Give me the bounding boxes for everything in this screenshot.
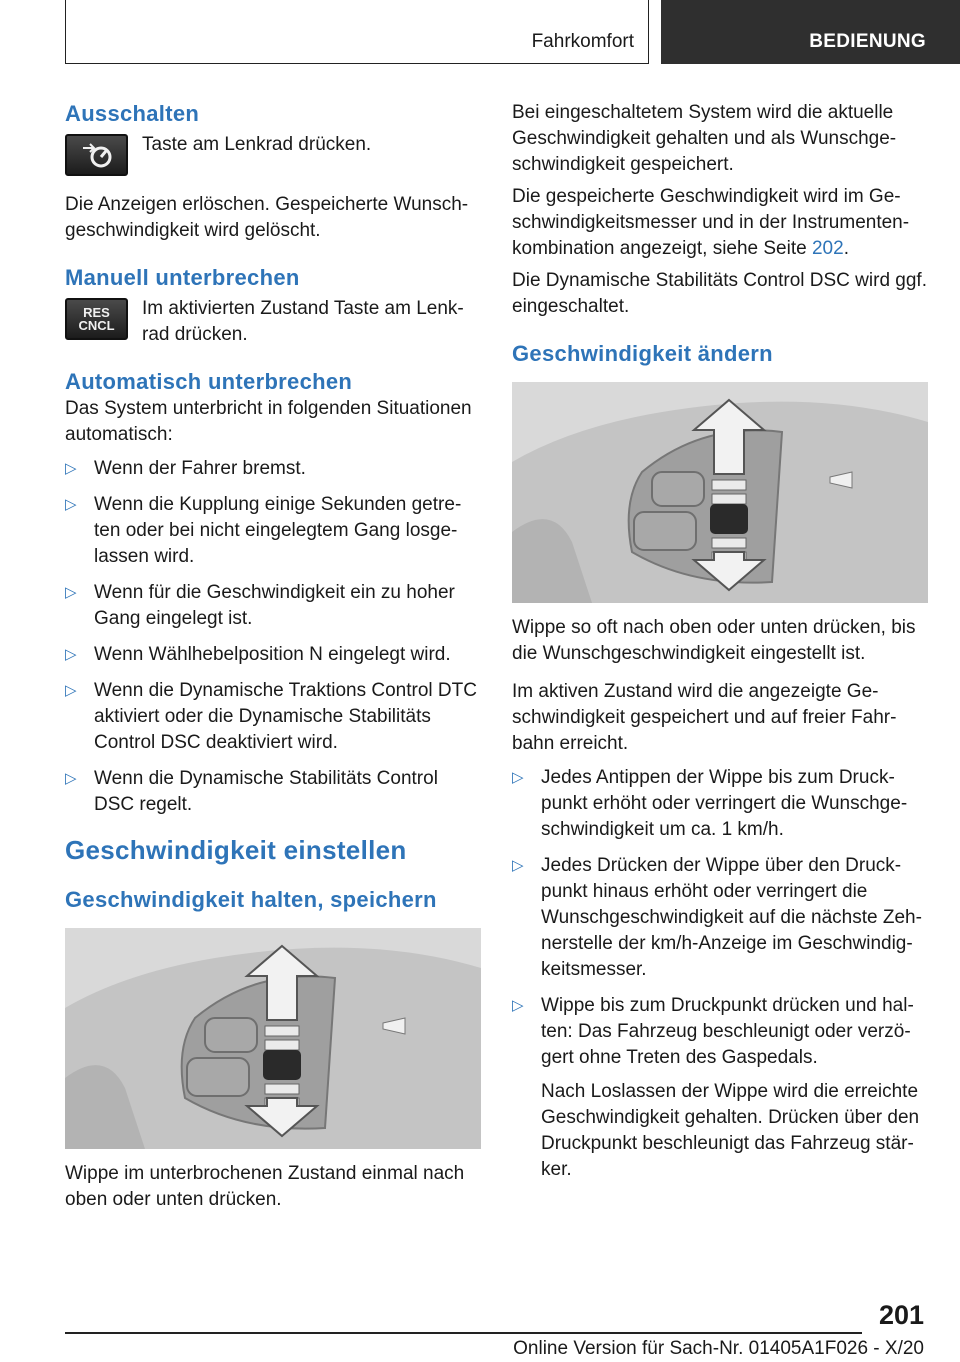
aendern-caption: Wippe so oft nach oben oder unten drücken, bis die Wunschgeschwindigkeit eingestellt ist. bbox=[512, 617, 916, 664]
heading-halten-speichern: Geschwindigkeit halten, speichern bbox=[65, 887, 437, 912]
right-paragraph-1: Bei eingeschaltetem System wird die aktuelle Geschwindigkeit gehalten und als Wunschgeschwindigkeit gespeichert. bbox=[512, 102, 897, 175]
res-label: RES bbox=[83, 305, 110, 320]
aendern-paragraph: Im aktiven Zustand wird die angezeigte Geschwindigkeit gespeichert und auf freier Fahrbahn erreicht. bbox=[512, 681, 897, 754]
bullet-triangle-icon: ▷ bbox=[512, 769, 524, 786]
right-column bbox=[512, 100, 928, 1193]
header-section-box bbox=[65, 0, 649, 64]
manuell-button-text: Im aktivierten Zustand Taste am Lenkrad drücken. bbox=[142, 298, 464, 345]
page-reference-link[interactable]: 202 bbox=[811, 238, 844, 259]
list-item: ▷ Wenn die Kupplung einige Sekunden getreten oder bei nicht eingelegtem Gang losgelassen wird. bbox=[65, 494, 462, 567]
list-item: ▷ Wenn die Dynamische Stabilitäts Control DSC regelt. bbox=[65, 768, 438, 815]
bullet-triangle-icon: ▷ bbox=[512, 997, 524, 1014]
heading-geschwindigkeit-einstellen: Geschwindigkeit einstellen bbox=[65, 835, 407, 865]
footer-version-text: Online Version für Sach-Nr. 01405A1F026 - X/20 bbox=[513, 1338, 924, 1359]
list-item: ▷ Jedes Antippen der Wippe bis zum Druckpunkt erhöht oder verringert die Wunschgeschwindigkeit um ca. 1 km/h. bbox=[512, 767, 908, 840]
cruise-control-button-image bbox=[65, 134, 128, 176]
steering-wheel-rocker-photo-2 bbox=[512, 382, 928, 603]
halten-caption: Wippe im unterbrochenen Zustand einmal nach oben oder unten drücken. bbox=[65, 1163, 465, 1210]
heading-geschwindigkeit-aendern: Geschwindigkeit ändern bbox=[512, 341, 773, 366]
right-paragraph-2: Die gespeicherte Geschwindigkeit wird im Geschwindigkeitsmesser und in der Instrumentenkombination angezeigt, siehe Seite 202. bbox=[512, 186, 910, 259]
ausschalten-paragraph: Die Anzeigen erlöschen. Gespeicherte Wunschgeschwindigkeit wird gelöscht. bbox=[65, 194, 469, 241]
heading-ausschalten: Ausschalten bbox=[65, 101, 200, 126]
list-item: ▷ Wenn für die Geschwindigkeit ein zu hoher Gang eingelegt ist. bbox=[65, 582, 455, 629]
cncl-label: CNCL bbox=[78, 318, 115, 333]
res-cncl-button-image bbox=[65, 298, 128, 340]
header-chapter-title: BEDIENUNG bbox=[809, 31, 926, 52]
manuell-button-row bbox=[65, 296, 481, 348]
steering-wheel-rocker-photo bbox=[65, 928, 481, 1149]
list-item-continuation: Nach Loslassen der Wippe wird die erreichte Geschwindigkeit gehalten. Drücken über den Druckpunkt beschleunigt das Fahrzeug stärker. bbox=[541, 1081, 920, 1180]
left-column bbox=[65, 100, 481, 1213]
ausschalten-button-row bbox=[65, 132, 481, 182]
list-item: ▷ Wenn die Dynamische Traktions Control DTC aktiviert oder die Dynamische Stabilitäts Control DSC deaktiviert wird. bbox=[65, 680, 477, 753]
header-section-title: Fahrkomfort bbox=[531, 31, 634, 52]
bullet-triangle-icon: ▷ bbox=[65, 770, 77, 787]
bullet-triangle-icon: ▷ bbox=[65, 496, 77, 513]
ausschalten-button-text: Taste am Lenkrad drücken. bbox=[142, 134, 372, 155]
automatisch-list bbox=[65, 456, 481, 818]
footer-divider bbox=[65, 1332, 862, 1334]
list-item: ▷ Jedes Drücken der Wippe über den Druckpunkt hinaus erhöht oder verringert die Wunschgeschwindigkeit auf die nächste Zehnerstelle der km/h-Anzeige im Geschwindigkeitsmesser. bbox=[512, 855, 922, 980]
list-item: ▷ Wenn der Fahrer bremst. bbox=[65, 456, 481, 482]
bullet-triangle-icon: ▷ bbox=[65, 584, 77, 601]
automatisch-intro: Das System unterbricht in folgenden Situationen automatisch: bbox=[65, 398, 472, 445]
list-item: ▷ Wenn Wählhebelposition N eingelegt wird. bbox=[65, 642, 481, 668]
heading-manuell-unterbrechen: Manuell unterbrechen bbox=[65, 265, 300, 290]
bullet-triangle-icon: ▷ bbox=[65, 682, 77, 699]
bullet-triangle-icon: ▷ bbox=[65, 646, 77, 663]
list-item: ▷ Wippe bis zum Druckpunkt drücken und halten: Das Fahrzeug beschleunigt oder verzögert ohne Treten des Gaspedals. Nach Loslassen der Wippe wird die erreichte Geschwindigkeit gehalten. Drücken über den Druckpunkt beschleunigt das Fahrzeug stärker. bbox=[512, 993, 928, 1183]
right-paragraph-3: Die Dynamische Stabilitäts Control DSC wird ggf. eingeschaltet. bbox=[512, 270, 927, 317]
bullet-triangle-icon: ▷ bbox=[65, 460, 77, 477]
speedometer-cancel-icon bbox=[77, 140, 117, 170]
bullet-triangle-icon: ▷ bbox=[512, 857, 524, 874]
header-chapter-box bbox=[661, 0, 960, 64]
page-number: 201 bbox=[878, 1300, 924, 1330]
aendern-list bbox=[512, 765, 928, 1183]
heading-automatisch-unterbrechen: Automatisch unterbrechen bbox=[65, 369, 353, 394]
